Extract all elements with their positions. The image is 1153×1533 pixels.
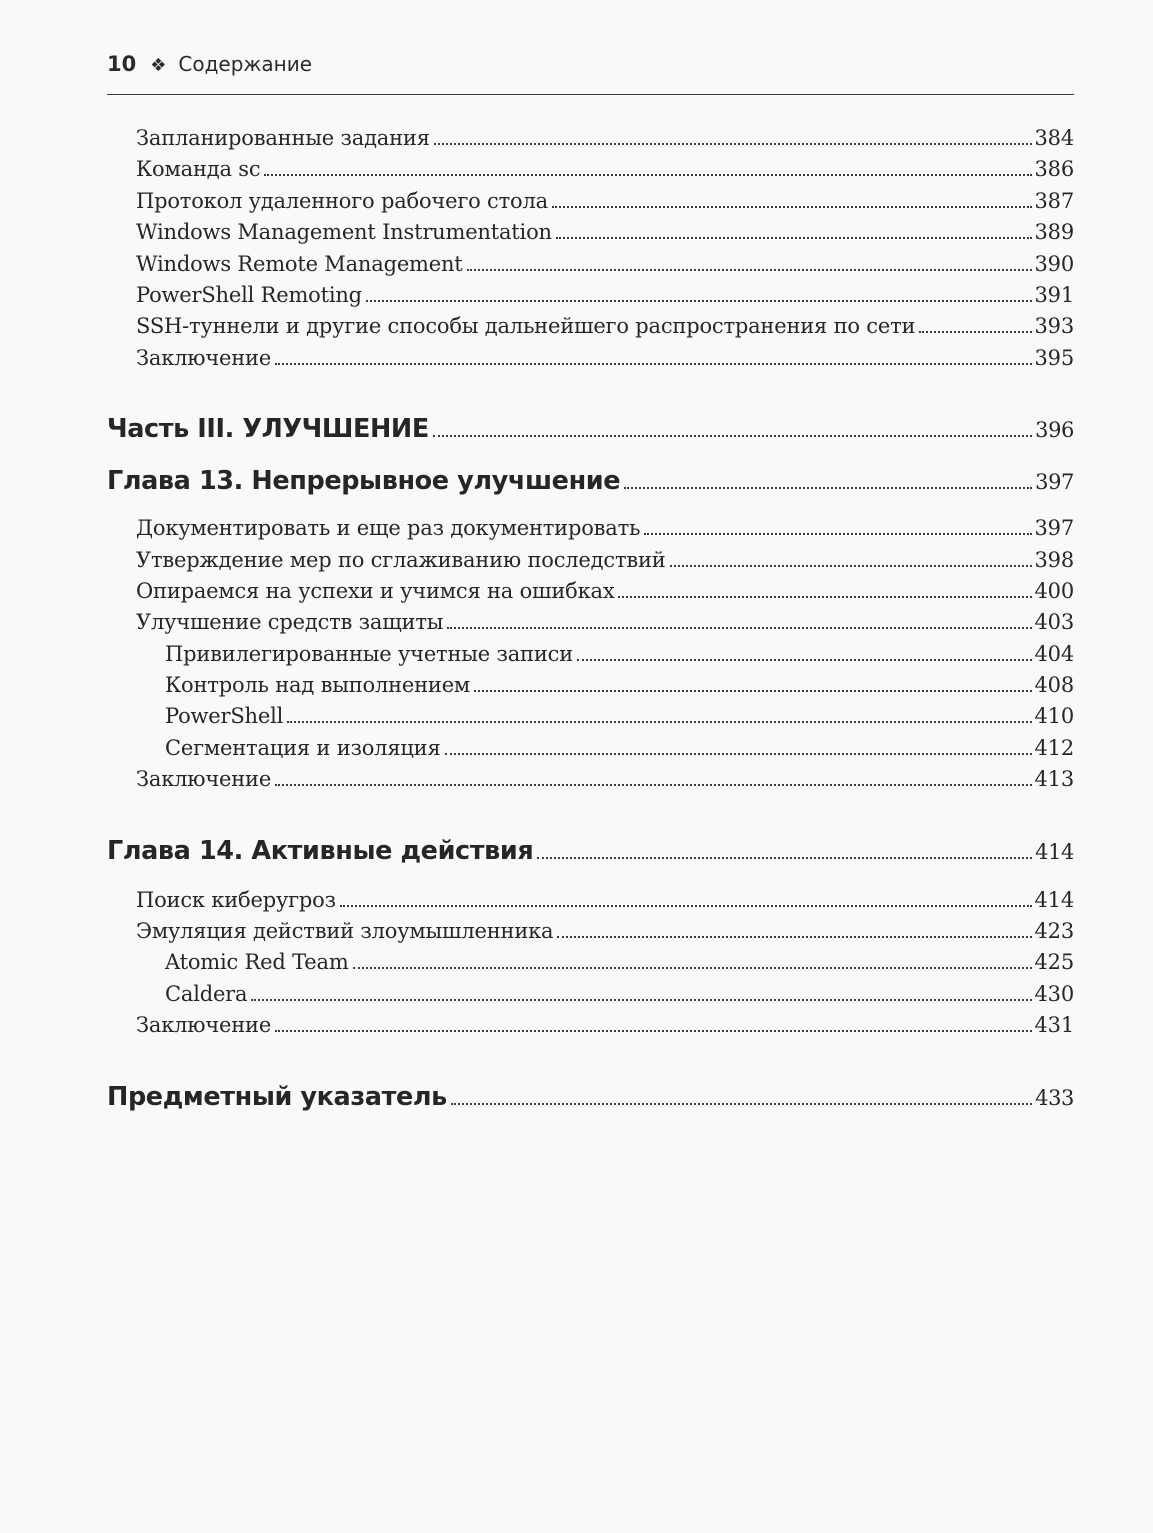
dot-leader [919,331,1031,333]
dot-leader [552,206,1032,208]
toc-entry-title: Опираемся на успехи и учимся на ошибках [136,578,615,603]
toc-index-page: 433 [1035,1085,1074,1110]
toc-entry-title: Caldera [165,981,248,1006]
toc-entry-page: 430 [1034,981,1074,1006]
toc-subentry [107,982,1074,1013]
running-head-section: Содержание [178,52,313,76]
toc-entry-page: 390 [1034,251,1074,276]
toc-entry-title: Заключение [136,1013,272,1038]
toc-entry-title: Windows Remote Management [136,251,463,276]
dot-leader [624,487,1032,489]
toc-entry-page: 410 [1034,704,1074,729]
toc-entry-title: Запланированные задания [136,126,430,150]
toc-entry-page: 412 [1034,735,1074,760]
dot-leader [340,905,1032,907]
toc-entry-page: 431 [1034,1013,1074,1038]
toc-entry [107,252,1074,283]
dot-leader [537,857,1032,859]
toc-entry-title: Протокол удаленного рабочего стола [136,188,548,213]
toc-subentry [107,673,1074,704]
dot-leader [366,300,1032,302]
toc-entry [107,919,1074,950]
toc-entry [107,126,1074,157]
toc-entry-page: 423 [1034,919,1074,944]
toc-entry-page: 408 [1034,673,1074,698]
toc-entry-page: 414 [1034,887,1074,912]
dot-leader [467,269,1032,271]
toc-entry-title: Сегментация и изоляция [165,735,441,760]
toc-entry-page: 425 [1034,950,1074,975]
toc-entry [107,283,1074,314]
toc-entry-title: Эмуляция действий злоумышленника [136,919,554,944]
dot-leader [445,753,1032,755]
toc-entry [107,888,1074,919]
toc-entry [107,157,1074,188]
toc-entry-title: Улучшение средств защиты [136,610,444,635]
toc-entry-page: 400 [1034,578,1074,603]
toc-chapter-title: Глава 13. Непрерывное улучшение [107,466,621,497]
toc-entry-title: PowerShell [165,704,284,729]
dot-leader [434,143,1032,145]
toc-part-heading [107,414,1074,444]
running-head [107,52,1074,76]
toc-entry-page: 387 [1034,188,1074,213]
toc-entry-title: Документировать и еще раз документировать [136,516,641,541]
toc-chapter-page: 414 [1035,839,1074,864]
toc-entry-page: 393 [1034,314,1074,339]
dot-leader [670,565,1032,567]
toc-entry [107,1013,1074,1044]
table-of-contents [107,126,1074,1134]
dot-leader [577,659,1032,661]
toc-subentry [107,642,1074,673]
page-number: 10 [107,52,137,76]
toc-entry-title: SSH-туннели и другие способы дальнейшего распространения по сети [136,314,916,339]
toc-entry-title: Windows Management Instrumentation [136,220,552,245]
dot-leader [451,1103,1032,1105]
toc-entry-page: 386 [1034,157,1074,182]
toc-entry [107,767,1074,798]
toc-entry-title: Утверждение мер по сглаживанию последствий [136,547,666,572]
toc-entry-title: Поиск киберугроз [136,887,336,912]
diamond-ornament-icon: ❖ [150,55,167,76]
toc-entry-title: Команда sc [136,157,261,182]
toc-part-page: 396 [1035,418,1074,443]
dot-leader [251,999,1031,1001]
toc-subentry [107,950,1074,981]
toc-entry-title: Привилегированные учетные записи [165,641,574,666]
dot-leader [618,596,1031,598]
header-rule [107,94,1074,95]
dot-leader [556,237,1032,239]
toc-entry-page: 389 [1034,220,1074,245]
toc-entry-page: 391 [1034,282,1074,307]
toc-subentry [107,704,1074,735]
toc-entry-page: 395 [1034,345,1074,370]
dot-leader [275,1030,1031,1032]
toc-entry-page: 403 [1034,610,1074,635]
toc-entry [107,548,1074,579]
dot-leader [264,174,1031,176]
dot-leader [644,533,1031,535]
toc-entry-title: Заключение [136,767,272,792]
dot-leader [275,784,1031,786]
toc-entry [107,346,1074,377]
toc-entry [107,516,1074,547]
dot-leader [474,690,1031,692]
toc-index-heading [107,1082,1074,1112]
toc-entry-title: PowerShell Remoting [136,282,362,307]
toc-entry-page: 404 [1034,641,1074,666]
toc-entry [107,610,1074,641]
toc-chapter-title: Глава 14. Активные действия [107,835,534,866]
toc-entry-title: Atomic Red Team [165,950,349,975]
toc-entry-page: 413 [1034,767,1074,792]
dot-leader [275,363,1031,365]
dot-leader [287,721,1031,723]
dot-leader [447,627,1031,629]
toc-entry [107,220,1074,251]
toc-subentry [107,736,1074,767]
toc-entry-title: Контроль над выполнением [165,673,471,698]
dot-leader [557,936,1031,938]
toc-chapter-page: 397 [1035,470,1074,495]
toc-chapter-heading [107,836,1074,866]
toc-index-title: Предметный указатель [107,1081,447,1112]
dot-leader [433,435,1032,437]
dot-leader [353,967,1032,969]
toc-entry-page: 384 [1034,126,1074,150]
toc-entry [107,314,1074,345]
toc-chapter-heading [107,466,1074,496]
toc-entry [107,579,1074,610]
toc-part-title: Часть III. УЛУЧШЕНИЕ [107,414,429,445]
toc-entry-page: 397 [1034,516,1074,541]
toc-entry-title: Заключение [136,345,272,370]
toc-entry [107,189,1074,220]
toc-entry-page: 398 [1034,547,1074,572]
